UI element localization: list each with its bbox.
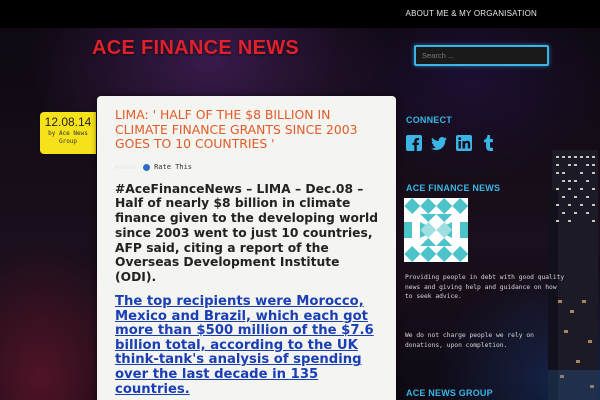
facebook-icon[interactable] [406,135,422,151]
rating-row [115,162,382,173]
post-author[interactable]: by Ace News Group [48,130,88,145]
article-highlight-link[interactable]: The top recipients were Morocco, Mexico and Brazil, which each got more than $500 million of the $7.6 billion total, according to the UK think-tank's analysis of spending over the last decade in 135 countries. [115,294,374,397]
search-input[interactable] [414,45,549,66]
nav-link-about[interactable]: ABOUT ME & MY ORGANISATION [405,9,537,18]
top-bar [0,0,600,28]
post-date[interactable]: 12.08.14 [44,115,92,129]
rating-stars[interactable]: ☆☆☆☆☆ [115,163,137,171]
about-title: ACE FINANCE NEWS [406,183,501,193]
about-description: Providing people in debt with good quality news and giving help and guidance on how to seek advice. [405,274,565,301]
article-title[interactable]: LIMA: ' HALF OF THE $8 BILLION IN CLIMATE FINANCE GRANTS SINCE 2003 GOES TO 10 COUNTRIES ' [115,107,358,151]
article-card [97,96,396,400]
donation-note: We do not charge people we rely on donations, upon completion. [405,332,534,349]
social-links [406,135,497,151]
article-lead: #AceFinanceNews – LIMA – Dec.08 – Half of nearly $8 billion in climate finance given to the developing world since 2003 went to just 10 countries, AFP said, citing a report of the Overseas Development Institute (ODI). [115,181,379,285]
connect-title: CONNECT [406,115,452,125]
avatar[interactable] [404,198,468,262]
site-title[interactable]: ACE FINANCE NEWS [92,37,300,59]
linkedin-icon[interactable] [456,135,472,151]
rate-this-link[interactable]: Rate This [154,163,193,171]
ace-news-group-title: ACE NEWS GROUP [406,388,493,398]
twitter-icon[interactable] [431,135,447,151]
post-date-badge [40,112,96,154]
tumblr-icon[interactable] [481,135,497,151]
info-icon [143,164,150,171]
